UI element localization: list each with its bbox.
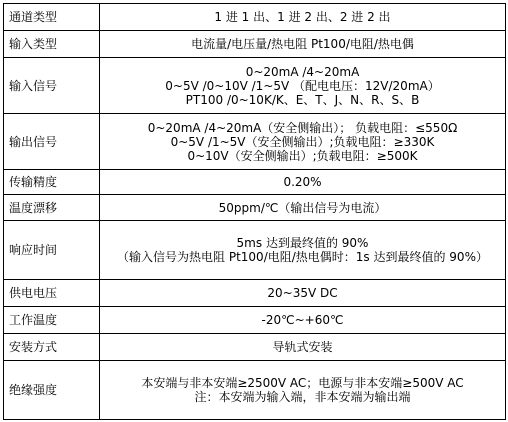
row-label-temperature-drift: 温度漂移 (4, 195, 100, 221)
value-line: 注：本安端为输入端，非本安端为输出端 (194, 390, 411, 404)
row-value-response-time (100, 221, 506, 280)
value-line: 0~20mA /4~20mA (245, 64, 360, 79)
row-value-mounting (100, 334, 506, 361)
row-label-response-time: 响应时间 (4, 221, 100, 280)
row-label-channel-type: 通道类型 (4, 4, 100, 31)
row-value-accuracy (100, 170, 506, 195)
row-label-output-signal: 输出信号 (4, 114, 100, 170)
spec-table (3, 3, 506, 420)
table-row (4, 334, 506, 361)
value-line: PT100 /0~10K/K、E、T、J、N、R、S、B (185, 92, 420, 107)
table-row (4, 170, 506, 195)
value-line: 电流量/电压量/热电阻 Pt100/电阻/热电偶 (191, 37, 414, 51)
value-line: （输入信号为热电阻 Pt100/电阻/热电偶时：1s 达到最终值的 90%） (117, 250, 488, 264)
table-row (4, 58, 506, 114)
value-line: 50ppm/℃（输出信号为电流） (218, 200, 387, 215)
value-line: 0.20% (283, 175, 322, 189)
value-line: 本安端与非本安端≥2500V AC；电源与非本安端≥500V AC (141, 376, 464, 390)
row-value-operating-temperature (100, 307, 506, 334)
row-label-input-signal: 输入信号 (4, 58, 100, 114)
value-line: 0~10V（安全侧输出）;负载电阻：≥500K (187, 148, 418, 163)
table-row (4, 31, 506, 58)
table-row (4, 280, 506, 307)
row-label-input-type: 输入类型 (4, 31, 100, 58)
value-line: 0~5V /0~10V /1~5V （配电电压：12V/20mA） (165, 78, 440, 93)
value-line: 0~5V /1~5V（安全侧输出）;负载电阻：≥330K (170, 134, 435, 149)
value-line: 导轨式安装 (272, 340, 333, 354)
row-value-supply-voltage (100, 280, 506, 307)
row-label-mounting: 安装方式 (4, 334, 100, 361)
row-value-input-signal (100, 58, 506, 114)
value-line: -20℃~+60℃ (261, 313, 344, 327)
value-line: 20~35V DC (267, 286, 338, 300)
row-value-channel-type (100, 4, 506, 31)
table-row (4, 307, 506, 334)
row-label-accuracy: 传输精度 (4, 170, 100, 195)
value-line: 0~20mA /4~20mA（安全侧输出）； 负载电阻：≤550Ω (147, 120, 458, 135)
row-label-supply-voltage: 供电电压 (4, 280, 100, 307)
row-value-input-type (100, 31, 506, 58)
value-line: 1 进 1 出、1 进 2 出、2 进 2 出 (214, 10, 391, 24)
row-label-insulation: 绝缘强度 (4, 361, 100, 420)
row-value-output-signal (100, 114, 506, 170)
table-row (4, 361, 506, 420)
table-row (4, 4, 506, 31)
row-value-insulation (100, 361, 506, 420)
value-line: 5ms 达到最终值的 90% (236, 236, 369, 250)
table-row (4, 114, 506, 170)
table-row (4, 221, 506, 280)
row-value-temperature-drift (100, 195, 506, 221)
table-row (4, 195, 506, 221)
row-label-operating-temperature: 工作温度 (4, 307, 100, 334)
